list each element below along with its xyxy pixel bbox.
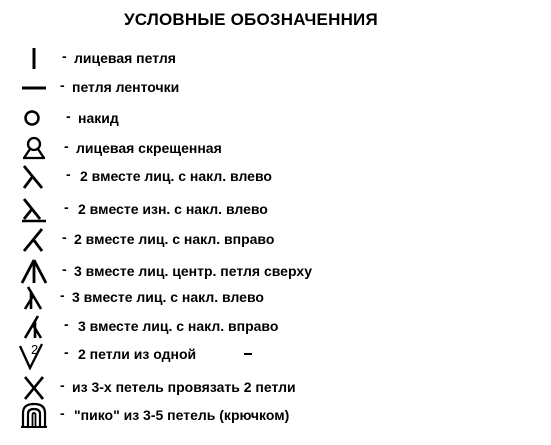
legend-row-cross <box>0 373 551 403</box>
legend-label: 2 петли из одной <box>78 346 197 362</box>
two-from-one-icon <box>14 340 54 370</box>
legend-row-k2tog-left <box>0 162 551 192</box>
legend-label: из 3-х петель провязать 2 петли <box>72 379 296 395</box>
k2tog-right-icon <box>14 225 54 255</box>
legend-row-k3tog-right <box>0 312 551 342</box>
legend-dash: - <box>60 377 65 393</box>
p2tog-left-icon <box>14 195 54 225</box>
legend-dash: - <box>64 138 69 154</box>
legend-dash: - <box>60 287 65 303</box>
legend-row-k3tog-left <box>0 283 551 313</box>
legend-label: 3 вместе лиц. с накл. влево <box>72 289 264 305</box>
legend-label: 2 вместе изн. с накл. влево <box>78 201 268 217</box>
legend-label: накид <box>78 110 119 126</box>
legend-label: 3 вместе лиц. центр. петля сверху <box>74 263 313 279</box>
legend-row-yarn-over <box>0 104 551 134</box>
legend-row-two-from-one <box>0 340 551 370</box>
purl-stitch-icon <box>14 73 54 103</box>
legend-dash: - <box>64 199 69 215</box>
stray-mark <box>244 353 252 355</box>
cross-stitch-icon <box>14 373 54 403</box>
legend-label: лицевая скрещенная <box>76 140 222 156</box>
legend-dash: - <box>60 405 65 421</box>
legend-label: "пико" из 3-5 петель (крючком) <box>74 407 290 423</box>
legend-dash: - <box>66 108 71 124</box>
legend-label: 2 вместе лиц. с накл. вправо <box>74 231 275 247</box>
legend-label: петля ленточки <box>72 79 180 95</box>
legend-dash: - <box>60 77 65 93</box>
legend-row-p2tog-left <box>0 195 551 225</box>
legend-row-picot <box>0 401 551 431</box>
yarn-over-icon <box>14 104 54 134</box>
legend-dash: - <box>62 48 67 64</box>
legend-dash: - <box>66 166 71 182</box>
legend-title: УСЛОВНЫЕ ОБОЗНАЧЕННИЯ <box>124 10 378 29</box>
legend-label: лицевая петля <box>74 50 176 66</box>
legend-dash: - <box>64 316 69 332</box>
legend-dash: - <box>62 229 67 245</box>
legend-label: 3 вместе лиц. с накл. вправо <box>78 318 279 334</box>
legend-row-twisted <box>0 134 551 164</box>
legend-label: 2 вместе лиц. с накл. влево <box>80 168 272 184</box>
picot-icon <box>14 401 54 431</box>
k2tog-left-icon <box>14 162 54 192</box>
knit-stitch-icon <box>14 44 54 74</box>
legend-dash: - <box>62 261 67 277</box>
k3tog-right-icon <box>14 312 54 342</box>
legend-row-purl <box>0 73 551 103</box>
legend-dash: - <box>64 344 69 360</box>
two-from-one-number: 2 <box>31 342 39 357</box>
legend-row-knit <box>0 44 551 74</box>
twisted-knit-icon <box>14 134 54 164</box>
k3tog-left-icon <box>14 283 54 313</box>
legend-row-k2tog-right <box>0 225 551 255</box>
